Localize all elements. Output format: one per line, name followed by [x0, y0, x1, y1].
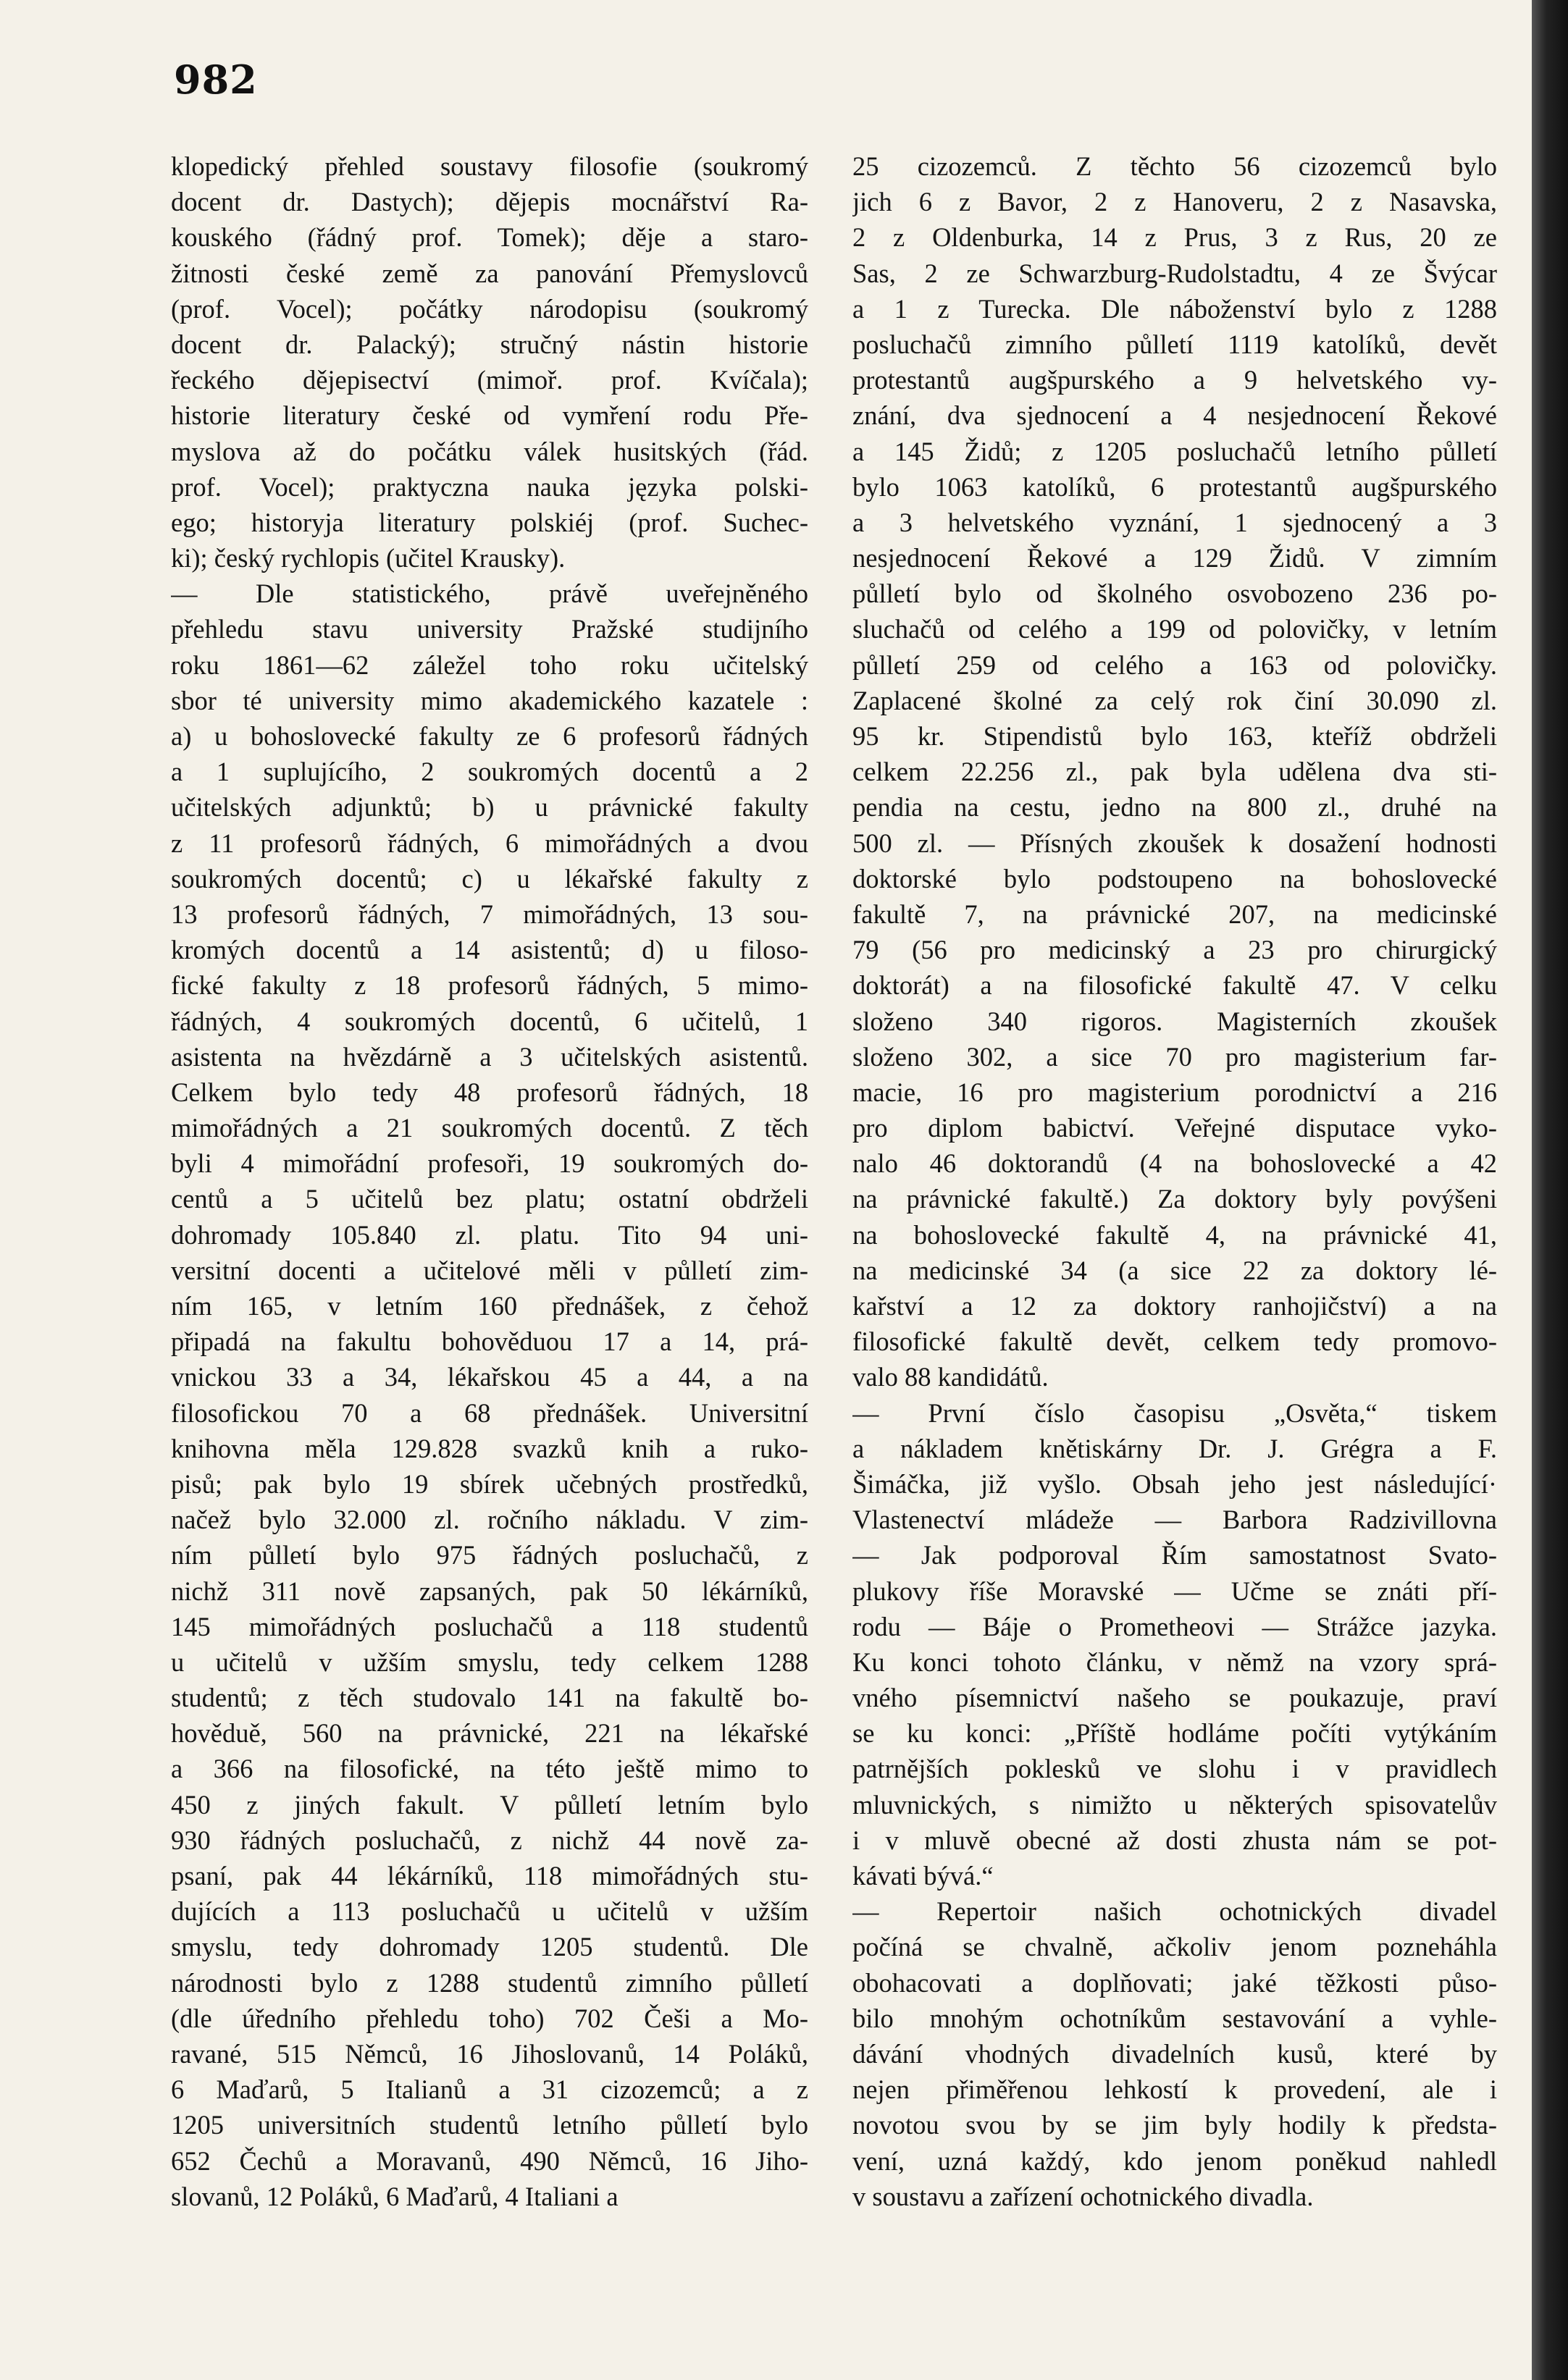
right-column-line: a 145 Židů; z 1205 posluchačů letního půlletí [852, 436, 1497, 466]
left-column-line: žitnosti české země za panování Přemyslovců [171, 258, 808, 288]
right-column-line: sluchačů od celého a 199 od polovičky, v letním [852, 614, 1497, 644]
right-column-line: macie, 16 pro magisterium porodnictví a 216 [852, 1077, 1497, 1107]
right-column-line: bilo mnohým ochotníkům sestavování a vyhle- [852, 2003, 1497, 2033]
left-column-line: a 366 na filosofické, na této ještě mimo to [171, 1754, 808, 1784]
right-column-line: 500 zl. — Přísných zkoušek k dosažení hodnosti [852, 828, 1497, 858]
right-column-line: složeno 302, a sice 70 pro magisterium far- [852, 1041, 1497, 1072]
right-column-line: Šimáčka, již vyšlo. Obsah jeho jest následující· [852, 1468, 1497, 1499]
right-column-line: filosofické fakultě devět, celkem tedy promovo- [852, 1326, 1497, 1357]
book-edge-shadow [1532, 0, 1568, 2380]
left-column-line: centů a 5 učitelů bez platu; ostatní obdrželi [171, 1184, 808, 1214]
left-column-line: vnickou 33 a 34, lékařskou 45 a 44, a na [171, 1362, 808, 1392]
right-column-line: celkem 22.256 zl., pak byla udělena dva sti- [852, 757, 1497, 787]
left-column-line: knihovna měla 129.828 svazků knih a ruko- [171, 1433, 808, 1463]
right-column-line: půlletí 259 od celého a 163 od polovičky. [852, 649, 1497, 680]
right-column-line: složeno 340 rigoros. Magisterních zkoušek [852, 1006, 1497, 1036]
right-column-line: 25 cizozemců. Z těchto 56 cizozemců bylo [852, 151, 1497, 181]
left-column-line: docent dr. Palacký); stručný nástin historie [171, 329, 808, 359]
right-column-line: nalo 46 doktorandů (4 na bohoslovecké a 42 [852, 1148, 1497, 1179]
right-column-line: mluvnických, s nimižto u některých spisovatelův [852, 1789, 1497, 1820]
left-column-line: ravané, 515 Němců, 16 Jihoslovanů, 14 Poláků, [171, 2038, 808, 2069]
left-column-line: asistenta na hvězdárně a 3 učitelských asistentů. [171, 1041, 808, 1072]
left-column-line: připadá na fakultu bohověduou 17 a 14, prá- [171, 1326, 808, 1357]
right-column-line: v soustavu a zařízení ochotnického divadla. [852, 2181, 1314, 2211]
right-column-line: Sas, 2 ze Schwarzburg-Rudolstadtu, 4 ze Švýcar [852, 258, 1497, 288]
right-column-line: a 3 helvetského vyznání, 1 sjednocený a 3 [852, 507, 1497, 537]
left-column-line: načež bylo 32.000 zl. ročního nákladu. V zim- [171, 1505, 808, 1535]
left-column-line: slovanů, 12 Poláků, 6 Maďarů, 4 Italiani a [171, 2181, 619, 2211]
left-column-line: a 1 suplujícího, 2 soukromých docentů a 2 [171, 757, 808, 787]
right-column-line: kařství a 12 za doktory ranhojičství) a na [852, 1291, 1497, 1321]
right-column-line: pro diplom babictví. Veřejné disputace vyko- [852, 1113, 1497, 1143]
left-column-line: řeckého dějepisectví (mimoř. prof. Kvíčala); [171, 365, 808, 395]
left-column-line: hověduě, 560 na právnické, 221 na lékařské [171, 1718, 808, 1749]
right-column-line: znání, dva sjednocení a 4 nesjednocení Řekové [852, 400, 1497, 431]
page-number: 982 [174, 56, 258, 103]
right-column-line: Zaplacené školné za celý rok činí 30.090 zl. [852, 685, 1497, 715]
right-column-line: plukovy říše Moravské — Učme se znáti pří- [852, 1576, 1497, 1606]
left-column-line: kouského (řádný prof. Tomek); děje a staro- [171, 222, 808, 253]
left-column-line: pisů; pak bylo 19 sbírek učebných prostředků, [171, 1468, 808, 1499]
right-column-line: 2 z Oldenburka, 14 z Prus, 3 z Rus, 20 ze [852, 222, 1497, 253]
right-column-line: na medicinské 34 (a sice 22 za doktory lé- [852, 1255, 1497, 1285]
right-column-line: nejen přiměřenou lehkostí k provedení, ale i [852, 2074, 1497, 2105]
right-column-line: — Jak podporoval Řím samostatnost Svato- [852, 1540, 1497, 1570]
left-column-line: fické fakulty z 18 profesorů řádných, 5 mimo- [171, 970, 808, 1001]
left-column-line: národnosti bylo z 1288 studentů zimního půlletí [171, 1967, 808, 1998]
left-column-line: přehledu stavu university Pražské studijního [171, 614, 808, 644]
right-column-line: posluchačů zimního půlletí 1119 katolíků, devět [852, 329, 1497, 359]
left-column-line: a) u bohoslovecké fakulty ze 6 profesorů řádných [171, 721, 808, 751]
left-column-line: byli 4 mimořádní profesoři, 19 soukromých do- [171, 1148, 808, 1179]
left-column-line: kromých docentů a 14 asistentů; d) u filoso- [171, 935, 808, 965]
left-column-line: — Dle statistického, právě uveřejněného [171, 579, 808, 609]
left-column-line: u učitelů v užším smyslu, tedy celkem 1288 [171, 1647, 808, 1677]
left-column-line: řádných, 4 soukromých docentů, 6 učitelů, 1 [171, 1006, 808, 1036]
right-column-line: vení, uzná každý, kdo jenom poněkud nahledl [852, 2145, 1497, 2176]
left-column-line: versitní docenti a učitelové měli v půlletí zim- [171, 1255, 808, 1285]
left-column-line: 652 Čechů a Moravanů, 490 Němců, 16 Jiho- [171, 2145, 808, 2176]
right-column-line: novotou svou by se jim byly hodily k předsta- [852, 2110, 1497, 2140]
left-column-line: ego; historyja literatury polskiéj (prof. Suchec- [171, 507, 808, 537]
right-column-line: půlletí bylo od školného osvobozeno 236 po- [852, 579, 1497, 609]
right-column-line: na bohoslovecké fakultě 4, na právnické 41, [852, 1219, 1497, 1250]
right-column-line: Ku konci tohoto článku, v němž na vzory sprá- [852, 1647, 1497, 1677]
left-column-line: (prof. Vocel); počátky národopisu (soukromý [171, 293, 808, 324]
left-column-line: 450 z jiných fakult. V půlletí letním bylo [171, 1789, 808, 1820]
right-column-line: valo 88 kandidátů. [852, 1362, 1049, 1392]
right-column-line: vného písemnictví našeho se poukazuje, praví [852, 1683, 1497, 1713]
left-column-line: klopedický přehled soustavy filosofie (soukromý [171, 151, 808, 181]
right-column-line: protestantů augšpurského a 9 helvetského vy- [852, 365, 1497, 395]
right-column-line: doktorát) a na filosofické fakultě 47. V celku [852, 970, 1497, 1001]
left-column-line: Celkem bylo tedy 48 profesorů řádných, 18 [171, 1077, 808, 1107]
right-column-line: se ku konci: „Příště hodláme počíti vytýkáním [852, 1718, 1497, 1749]
left-column-line: ním 165, v letním 160 přednášek, z čehož [171, 1291, 808, 1321]
left-column-line: 145 mimořádných posluchačů a 118 studentů [171, 1611, 808, 1641]
left-column-line: dujících a 113 posluchačů u učitelů v užším [171, 1896, 808, 1927]
right-column-line: dávání vhodných divadelních kusů, které by [852, 2038, 1497, 2069]
right-column-line: rodu — Báje o Prometheovi — Strážce jazyka. [852, 1611, 1497, 1641]
left-column-line: psaní, pak 44 lékárníků, 118 mimořádných stu- [171, 1861, 808, 1891]
left-column-line: ki); český rychlopis (učitel Krausky). [171, 543, 566, 573]
right-column-line: Vlastenectví mládeže — Barbora Radzivillovna [852, 1505, 1497, 1535]
left-column-line: mimořádných a 21 soukromých docentů. Z těch [171, 1113, 808, 1143]
right-column-line: patrnějších poklesků ve slohu i v pravidlech [852, 1754, 1497, 1784]
left-column-line: 930 řádných posluchačů, z nichž 44 nově za- [171, 1825, 808, 1855]
right-column-line: doktorské bylo podstoupeno na bohoslovecké [852, 863, 1497, 893]
left-column-line: soukromých docentů; c) u lékařské fakulty z [171, 863, 808, 893]
right-column-line: počíná se chvalně, ačkoliv jenom pozneháhla [852, 1932, 1497, 1962]
right-column-line: — Repertoir našich ochotnických divadel [852, 1896, 1497, 1927]
right-column-line: jich 6 z Bavor, 2 z Hanoveru, 2 z Nasavska, [852, 187, 1497, 217]
left-column-line: roku 1861—62 záležel toho roku učitelský [171, 649, 808, 680]
right-column-line: 95 kr. Stipendistů bylo 163, kteříž obdrželi [852, 721, 1497, 751]
left-column-line: docent dr. Dastych); dějepis mocnářství Ra- [171, 187, 808, 217]
left-column-line: (dle úředního přehledu toho) 702 Češi a Mo- [171, 2003, 808, 2033]
left-column-line: smyslu, tedy dohromady 1205 studentů. Dle [171, 1932, 808, 1962]
left-column-line: historie literatury české od vymření rodu Pře- [171, 400, 808, 431]
left-column-line: nichž 311 nově zapsaných, pak 50 lékárníků, [171, 1576, 808, 1606]
right-column-line: a nákladem knětiskárny Dr. J. Grégra a F. [852, 1433, 1497, 1463]
left-column-line: myslova až do počátku válek husitských (řád. [171, 436, 808, 466]
left-column-line: z 11 profesorů řádných, 6 mimořádných a dvou [171, 828, 808, 858]
left-column-line: 13 profesorů řádných, 7 mimořádných, 13 sou- [171, 899, 808, 929]
left-column-line: ním půlletí bylo 975 řádných posluchačů, z [171, 1540, 808, 1570]
left-column-line: 1205 universitních studentů letního půlletí bylo [171, 2110, 808, 2140]
left-column-line: dohromady 105.840 zl. platu. Tito 94 uni- [171, 1219, 808, 1250]
right-column-line: 79 (56 pro medicinský a 23 pro chirurgický [852, 935, 1497, 965]
left-text-column [171, 148, 808, 2214]
left-column-line: 6 Maďarů, 5 Italianů a 31 cizozemců; a z [171, 2074, 808, 2105]
right-column-line: kávati bývá.“ [852, 1861, 994, 1891]
right-column-line: i v mluvě obecné až dosti zhusta nám se pot- [852, 1825, 1497, 1855]
left-column-line: prof. Vocel); praktyczna nauka języka polski- [171, 471, 808, 502]
right-column-line: nesjednocení Řekové a 129 Židů. V zimním [852, 543, 1497, 573]
right-column-line: bylo 1063 katolíků, 6 protestantů augšpurského [852, 471, 1497, 502]
right-column-line: na právnické fakultě.) Za doktory byly povýšeni [852, 1184, 1497, 1214]
right-column-line: fakultě 7, na právnické 207, na medicinské [852, 899, 1497, 929]
right-column-line: a 1 z Turecka. Dle náboženství bylo z 1288 [852, 293, 1497, 324]
left-column-line: filosofickou 70 a 68 přednášek. Universitní [171, 1397, 808, 1428]
right-column-line: pendia na cestu, jedno na 800 zl., druhé na [852, 792, 1497, 823]
right-text-column [852, 148, 1497, 2214]
right-column-line: obohacovati a doplňovati; jaké těžkosti půso- [852, 1967, 1497, 1998]
right-column-line: — První číslo časopisu „Osvěta,“ tiskem [852, 1397, 1497, 1428]
left-column-line: učitelských adjunktů; b) u právnické fakulty [171, 792, 808, 823]
left-column-line: studentů; z těch studovalo 141 na fakultě bo- [171, 1683, 808, 1713]
left-column-line: sbor té university mimo akademického kazatele : [171, 685, 808, 715]
